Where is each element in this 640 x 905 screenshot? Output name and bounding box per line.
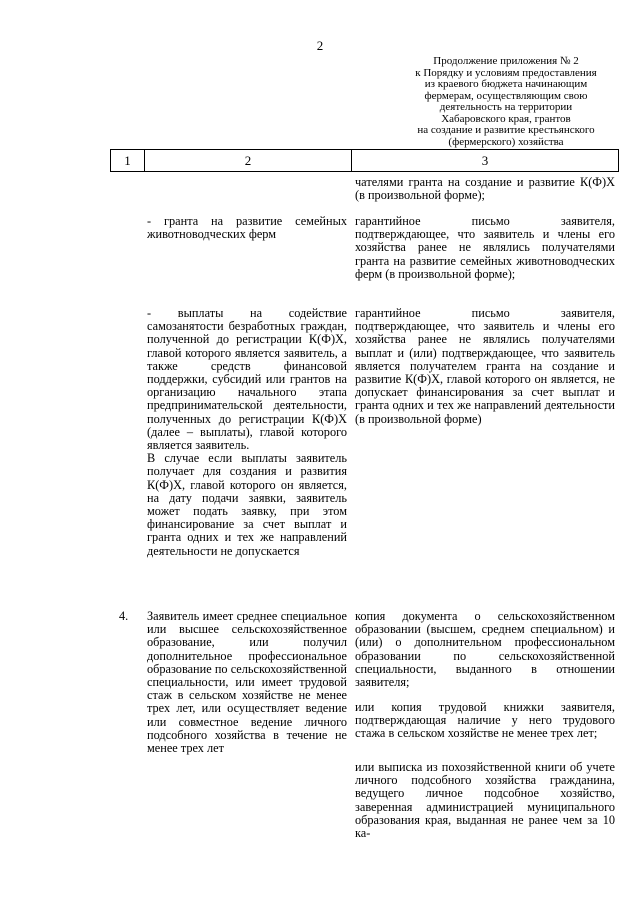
appendix-header-line: на создание и развитие крестьянского	[417, 124, 595, 136]
appendix-header-line: деятельность на территории	[439, 101, 573, 113]
condition-extra-text: В случае если выплаты заявитель получает для создания и развития К(Ф)Х, главой которого он является, на дату подачи заявки, заявитель может подать заявку, при этом финансирование за счет выплат и гранта одних и тех же направлений деятельности не допускается	[147, 451, 347, 558]
document-text: или выписка из похозяйственной книги об учете личного подсобного хозяйства гражданина, ведущего личное подсобное хозяйство, заверенная администрацией муниципального образования края, выданная не ранее чем за 10 ка-	[355, 760, 615, 841]
table-row-condition	[147, 307, 347, 558]
document-text: копия документа о сельскохозяйственном образовании (высшем, среднем специальном) и (или) о дополнительном профессиональном образовании по сельскохозяйственной специальности, выданного в отношении заявителя;	[355, 609, 615, 690]
page-number: 2	[316, 38, 324, 53]
document-text: гарантийное письмо заявителя, подтверждающее, что заявитель и члены его хозяйства ранее не являлись получателями гранта на развитие семейных животноводческих ферм (в произвольной форме);	[355, 214, 615, 281]
table-row-documents	[355, 307, 615, 426]
document-text: чателями гранта на создание и развитие К(Ф)Х (в произвольной форме);	[355, 175, 615, 203]
appendix-header-line: Хабаровского края, грантов	[441, 112, 571, 125]
table-row-documents	[355, 761, 615, 840]
appendix-header-line: из краевого бюджета начинающим	[424, 78, 588, 90]
table-row-condition	[147, 215, 347, 241]
row-number: 4.	[119, 609, 129, 623]
table-row-condition	[147, 610, 347, 755]
condition-text: - гранта на развитие семейных животноводческих ферм	[147, 214, 347, 242]
appendix-header-line: к Порядку и условиям предоставления	[415, 66, 597, 79]
column-number-2: 2	[145, 150, 352, 172]
appendix-header	[395, 56, 617, 148]
column-number-1: 1	[111, 150, 145, 172]
appendix-header-line: Продолжение приложения № 2	[433, 55, 579, 67]
table-row-documents	[355, 610, 615, 689]
appendix-header-line: фермерам, осуществляющим свою	[424, 89, 588, 102]
table-row-documents	[355, 176, 615, 202]
document-text: или копия трудовой книжки заявителя, подтверждающая наличие у него трудового стажа в сельском хозяйстве не менее трех лет;	[355, 700, 615, 741]
document-text: гарантийное письмо заявителя, подтверждающее, что заявитель и члены его хозяйства ранее не являлись получателями выплат и (или) подтверждающее, что заявитель является получателем гранта на создание и развитие К(Ф)Х, главой которого он является, не допускает финансирования за счет выплат и гранта одних и тех же направлений деятельности (в произвольной форме)	[355, 306, 615, 426]
column-number-3: 3	[352, 150, 619, 172]
column-number-header	[110, 149, 619, 172]
condition-text: Заявитель имеет среднее специальное или высшее сельскохозяйственное образование, или получил дополнительное профессиональное образование по сельскохозяйственной специальности, или имеет трудовой стаж в сельском хозяйстве не менее трех лет, или осуществляет ведение или совместное ведение личного подсобного хозяйства в течение не менее трех лет	[147, 609, 347, 756]
table-row-documents	[355, 701, 615, 741]
table-row-documents	[355, 215, 615, 281]
condition-text: - выплаты на содействие самозанятости безработных граждан, полученной до регистрации К(Ф)Х, главой которого является заявитель, а также средств финансовой поддержки, субсидий или грантов на организацию начального этапа предпринимательской деятельности, полученных до регистрации К(Ф)Х (далее – выплаты), главой которого является заявитель.	[147, 306, 347, 453]
appendix-header-line: (фермерского) хозяйства	[448, 135, 564, 148]
